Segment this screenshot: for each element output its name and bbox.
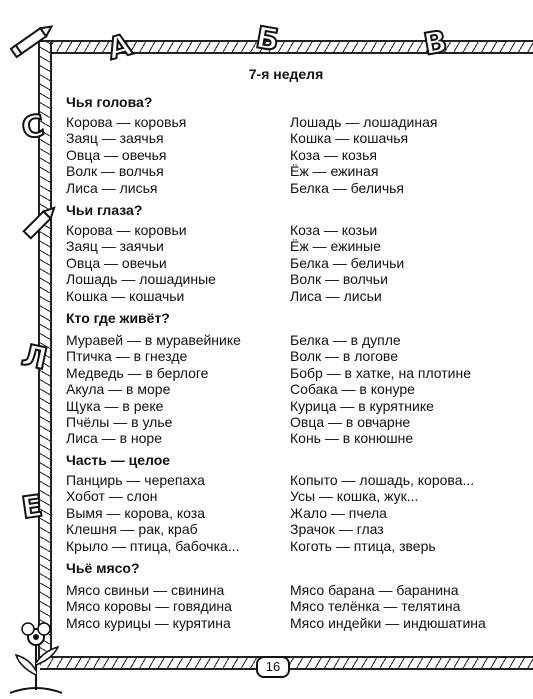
word-pair: Мясо индейки — индюшатина xyxy=(290,614,486,631)
word-pair: Лиса — в норе xyxy=(66,430,162,447)
word-pair: Овца — овечья xyxy=(66,146,167,163)
word-pair: Мясо свиньи — свинина xyxy=(66,582,225,598)
word-pair: Жало — пчела xyxy=(290,504,387,521)
word-pair: Вымя — корова, коза xyxy=(66,504,205,521)
word-pair: Хобот — слон xyxy=(66,488,158,505)
pencil-icon xyxy=(18,200,62,244)
word-pair: Мясо курицы — курятина xyxy=(66,614,231,631)
section-title: Кто где живёт? xyxy=(66,310,170,326)
word-pair: Лошадь — лошадиные xyxy=(66,271,216,288)
word-pair: Белка — в дупле xyxy=(290,332,401,348)
section-title: Чья голова? xyxy=(66,94,153,110)
word-pair: Мясо барана — баранина xyxy=(290,582,459,598)
word-pair: Коза — козьи xyxy=(290,222,378,238)
word-pair: Волк — в логове xyxy=(290,348,398,365)
letter-e-icon: Е xyxy=(19,488,45,527)
word-pair: Пчёлы — в улье xyxy=(66,414,173,431)
word-pair: Корова — коровьи xyxy=(66,222,187,238)
letter-v-icon: В xyxy=(421,24,450,63)
word-pair: Копыто — лошадь, корова... xyxy=(290,472,475,488)
page-number: 16 xyxy=(256,656,290,678)
word-pair: Волк — волчьи xyxy=(290,271,388,288)
word-pair: Бобр — в хатке, на плотине xyxy=(290,364,472,381)
word-pair: Ёж — ежиная xyxy=(290,163,379,180)
word-pair: Коготь — птица, зверь xyxy=(290,537,436,554)
word-pair: Заяц — заячьи xyxy=(66,238,164,255)
word-pair: Ёж — ежиные xyxy=(290,238,381,255)
word-pair: Овца — овечьи xyxy=(66,254,167,271)
word-pair: Медведь — в берлоге xyxy=(66,364,209,381)
word-pair: Щука — в реке xyxy=(66,397,164,414)
letter-s-icon: С xyxy=(19,108,47,147)
word-pair: Лиса — лисьи xyxy=(290,287,382,304)
flower-icon xyxy=(6,615,66,695)
word-pair: Зрачок — глаз xyxy=(290,521,384,538)
word-pair: Белка — беличьи xyxy=(290,254,405,271)
word-list-right xyxy=(290,114,437,196)
word-pair: Кошка — кошачья xyxy=(290,130,409,147)
word-list-left xyxy=(66,472,239,554)
word-pair: Волк — волчья xyxy=(66,163,164,180)
word-pair: Конь — в конюшне xyxy=(290,430,414,447)
word-pair: Панцирь — черепаха xyxy=(66,472,205,488)
letter-l-icon: Л xyxy=(18,337,51,378)
word-list-left xyxy=(66,332,241,447)
word-pair: Собака — в конуре xyxy=(290,381,415,398)
word-pair: Корова — коровья xyxy=(66,114,187,130)
word-list-left xyxy=(66,114,186,196)
word-pair: Мясо телёнка — телятина xyxy=(290,598,461,615)
word-pair: Акула — в море xyxy=(66,381,171,398)
word-pair: Кошка — кошачьи xyxy=(66,287,185,304)
section-title: Часть — целое xyxy=(66,452,171,468)
word-list-right xyxy=(290,582,486,631)
word-list-right xyxy=(290,332,471,447)
section-title: Чьё мясо? xyxy=(66,560,140,576)
word-pair: Птичка — в гнезде xyxy=(66,348,188,365)
word-pair: Муравей — в муравейнике xyxy=(66,332,241,348)
word-pair: Клешня — рак, краб xyxy=(66,521,198,538)
word-pair: Усы — кошка, жук... xyxy=(290,488,419,505)
word-pair: Мясо коровы — говядина xyxy=(66,598,232,615)
word-pair: Курица — в курятнике xyxy=(290,397,434,414)
pencil-icon xyxy=(10,20,58,60)
word-pair: Коза — козья xyxy=(290,146,377,163)
word-list-left xyxy=(66,222,216,304)
letter-b-icon: Б xyxy=(253,20,282,59)
word-list-right xyxy=(290,222,404,304)
word-pair: Крыло — птица, бабочка... xyxy=(66,537,240,554)
page-title: 7-я неделя xyxy=(248,66,324,82)
word-pair: Белка — беличья xyxy=(290,179,405,196)
word-list-left xyxy=(66,582,232,631)
word-pair: Заяц — заячья xyxy=(66,130,164,147)
word-pair: Лошадь — лошадиная xyxy=(290,114,438,130)
section-title: Чьи глаза? xyxy=(66,202,143,218)
word-pair: Овца — в овчарне xyxy=(290,414,411,431)
word-pair: Лиса — лисья xyxy=(66,179,158,196)
letter-a-icon: А xyxy=(103,27,136,68)
word-list-right xyxy=(290,472,474,554)
